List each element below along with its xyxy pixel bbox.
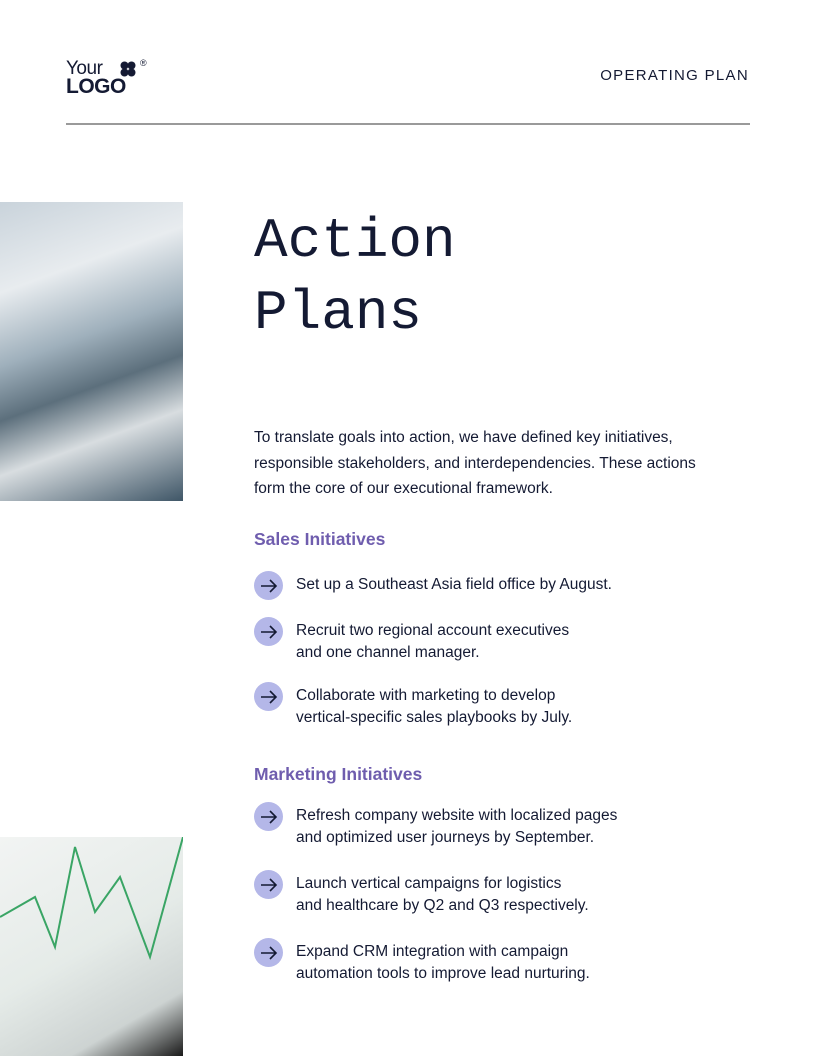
photo-hands-tablet xyxy=(0,202,183,501)
list-item-line-1: Recruit two regional account executives xyxy=(296,622,570,639)
list-item-line-2: automation tools to improve lead nurturing. xyxy=(296,965,590,982)
list-item-text xyxy=(296,685,716,729)
logo-text-your: Your xyxy=(66,58,103,79)
list-item xyxy=(254,685,716,729)
arrow-right-icon xyxy=(254,938,283,967)
chart-line-graphic xyxy=(0,837,183,1056)
list-item-line-2: and healthcare by Q2 and Q3 respectively. xyxy=(296,897,589,914)
list-item xyxy=(254,620,716,664)
list-item xyxy=(254,805,716,849)
logo-text-logo: LOGO xyxy=(66,75,126,98)
list-item-line-1: Collaborate with marketing to develop xyxy=(296,687,556,704)
list-item-line-2: and optimized user journeys by September. xyxy=(296,829,595,846)
section-heading-marketing: Marketing Initiatives xyxy=(254,764,423,784)
arrow-right-icon xyxy=(254,802,283,831)
list-item-line-1: Expand CRM integration with campaign xyxy=(296,943,569,960)
list-item-line-2: vertical-specific sales playbooks by July. xyxy=(296,709,573,726)
list-item-line-1: Set up a Southeast Asia field office by August. xyxy=(296,576,612,593)
intro-paragraph: To translate goals into action, we have defined key initiatives, responsible stakeholders, and interdependencies. These actions form the core of our executional framework. xyxy=(254,429,696,497)
section-heading-sales: Sales Initiatives xyxy=(254,529,386,549)
arrow-right-icon xyxy=(254,870,283,899)
list-item-line-1: Refresh company website with localized pages xyxy=(296,807,618,824)
list-item xyxy=(254,873,716,917)
list-item xyxy=(254,574,716,600)
list-item-text xyxy=(296,941,716,985)
header-divider xyxy=(66,123,750,125)
arrow-right-icon xyxy=(254,682,283,711)
page-title xyxy=(254,205,456,349)
header-label: OPERATING PLAN xyxy=(600,67,749,84)
list-item-text xyxy=(296,620,716,664)
arrow-right-icon xyxy=(254,571,283,600)
list-item-text xyxy=(296,805,716,849)
list-item-text xyxy=(296,574,716,596)
list-item-line-2: and one channel manager. xyxy=(296,644,480,661)
registered-mark: ® xyxy=(140,58,147,68)
list-item xyxy=(254,941,716,985)
list-item-line-1: Launch vertical campaigns for logistics xyxy=(296,875,562,892)
list-item-text xyxy=(296,873,716,917)
title-line-2: Plans xyxy=(254,281,423,345)
arrow-right-icon xyxy=(254,617,283,646)
photo-chart-screen xyxy=(0,837,183,1056)
logo xyxy=(66,58,156,98)
title-line-1: Action xyxy=(254,209,456,273)
